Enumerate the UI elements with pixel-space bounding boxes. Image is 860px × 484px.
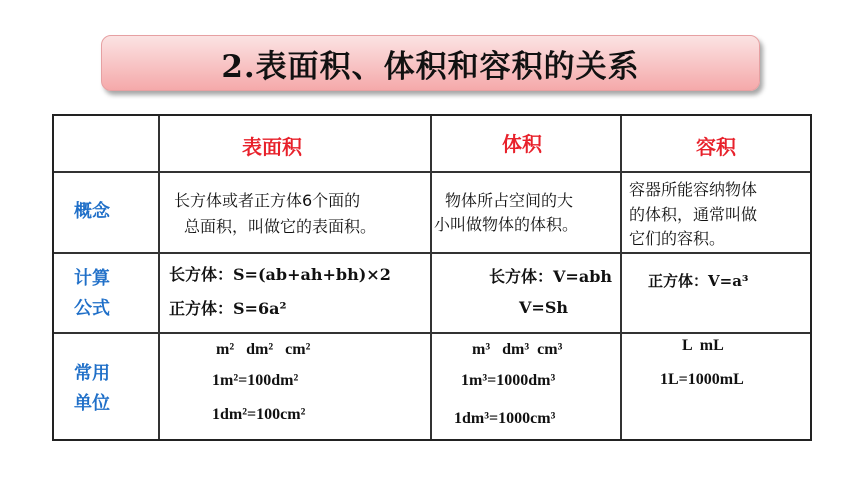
units-volume-list: m³ dm³ cm³ <box>472 341 563 358</box>
page-title: 2.表面积、体积和容积的关系 <box>221 48 640 85</box>
relationship-table <box>52 114 812 441</box>
units-volume-conv1: 1m³=1000dm³ <box>461 372 556 389</box>
concept-volume-line1: 物体所占空间的大 <box>445 191 574 210</box>
units-capacity-conv1: 1L=1000mL <box>660 371 744 388</box>
units-surface-list: m² dm² cm² <box>216 341 311 358</box>
units-capacity-list: L mL <box>682 337 724 354</box>
concept-capacity-line2: 的体积，通常叫做 <box>629 205 758 224</box>
title-banner <box>101 35 760 91</box>
concept-volume-line2: 小叫做物体的体积。 <box>434 215 579 234</box>
row-divider <box>54 332 810 334</box>
header-volume: 体积 <box>502 132 542 156</box>
formula-volume-cube: 正方体：V=a³ <box>648 272 749 290</box>
units-volume-conv2: 1dm³=1000cm³ <box>454 410 556 427</box>
column-divider <box>430 116 432 439</box>
concept-surface-line1: 长方体或者正方体6个面的 <box>174 191 361 210</box>
formula-volume-cuboid: 长方体：V=abh <box>489 267 613 286</box>
formula-surface-cube: 正方体：S=6a² <box>169 299 287 318</box>
concept-capacity-line1: 容器所能容纳物体 <box>629 180 758 199</box>
row-divider <box>54 252 810 254</box>
concept-capacity-line3: 它们的容积。 <box>629 229 726 248</box>
row-label-concept: 概念 <box>74 201 110 222</box>
column-divider <box>620 116 622 439</box>
row-label-units-line2: 单位 <box>74 393 110 414</box>
concept-surface-line2: 总面积，叫做它的表面积。 <box>184 217 377 236</box>
units-surface-conv1: 1m²=100dm² <box>212 372 299 389</box>
row-label-formula-line1: 计算 <box>74 268 110 289</box>
units-surface-conv2: 1dm²=100cm² <box>212 406 306 423</box>
formula-volume-general: V=Sh <box>519 298 569 317</box>
row-label-units-line1: 常用 <box>74 363 110 384</box>
row-divider <box>54 171 810 173</box>
header-surface-area: 表面积 <box>242 135 302 159</box>
formula-surface-cuboid: 长方体：S=(ab+ah+bh)×2 <box>169 265 391 284</box>
column-divider <box>158 116 160 439</box>
header-capacity: 容积 <box>696 135 736 159</box>
row-label-formula-line2: 公式 <box>74 298 110 319</box>
